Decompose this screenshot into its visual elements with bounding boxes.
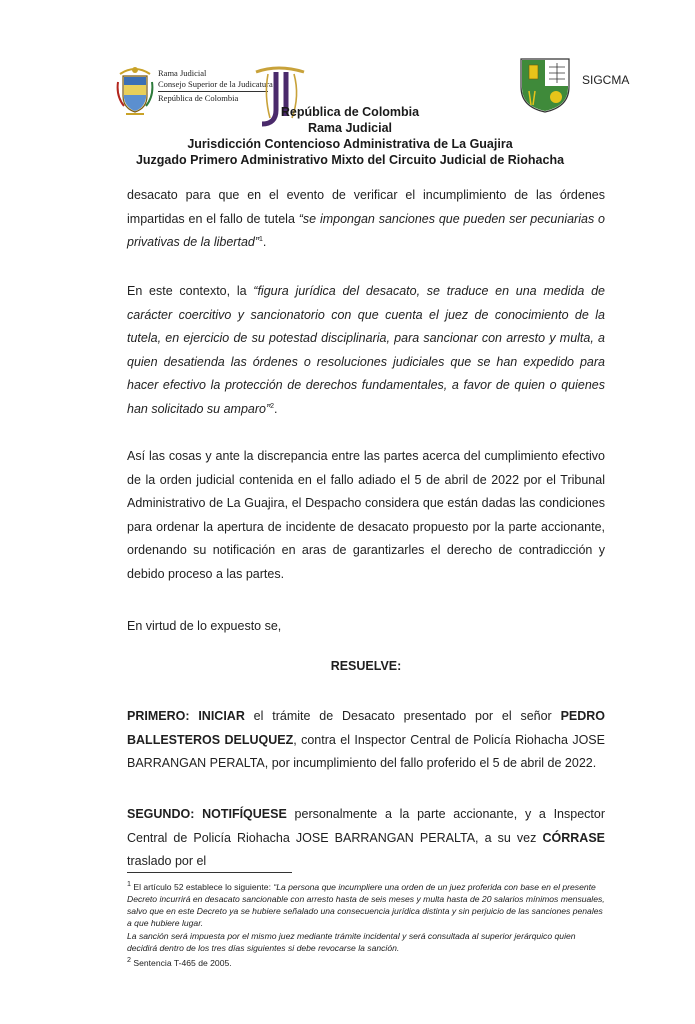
paragraph-segundo xyxy=(127,803,605,874)
primero-text-a: el trámite de Desacato presentado por el señor xyxy=(244,709,561,723)
paragraph-primero xyxy=(127,705,605,776)
sigcma-label: SIGCMA xyxy=(582,73,630,87)
header-rama-judicial: Rama Judicial xyxy=(307,121,393,135)
accionante-name: PEDRO BALLESTEROS DELUQUEZ xyxy=(127,709,606,747)
p2-text: En este contexto, la xyxy=(127,284,254,298)
footnote-1-text: El artículo 52 establece lo siguiente: xyxy=(130,881,274,892)
footnote-ref-2: 2 xyxy=(270,402,275,410)
document-header xyxy=(130,104,570,168)
segundo-text-b: traslado por el xyxy=(127,854,207,868)
paragraph-discrepancia xyxy=(127,445,605,586)
segundo-label: SEGUNDO: NOTIFÍQUESE xyxy=(127,807,287,821)
logo-line-consejo: Consejo Superior de la Judicatura xyxy=(158,79,273,89)
footnote-divider xyxy=(127,872,292,873)
logo-line-republica: República de Colombia xyxy=(158,93,239,103)
footnote-2 xyxy=(127,954,605,969)
p2-quote: “figura jurídica del desacato, se traduce en una medida de carácter coercitivo y sancionatorio con que cuenta el juez de conocimiento de la tutela, en ejercicio de su potestad disciplinaria, para sancionar con arresto y multa, a quien desatienda las órdenes o resoluciones judiciales que se han expedido para hacer efectivo la protección de derechos fundamentales, a favor de quien o quienes han solicitado su amparo” xyxy=(127,284,605,416)
logo-line-rama: Rama Judicial xyxy=(158,68,207,78)
p1-end: . xyxy=(262,235,267,249)
segundo-text-a: personalmente a la parte accionante, y a Inspector Central de Policía Riohacha JOSE BARRANGAN PERALTA, a su vez xyxy=(127,807,605,845)
p3-text: Así las cosas y ante la discrepancia entre las partes acerca del cumplimiento efectivo de la orden judicial contenida en el fallo adiado el 5 de abril de 2022 por el Tribunal Administrativo de La Guajira, el Despacho considera que están dadas las condiciones para ordenar la apertura de incidente de desacato propuesto por la parte accionante, ordenando su notificación en aras de garantizarles el derecho de contradicción y debido proceso a las partes. xyxy=(127,449,605,581)
correrase-word: CÓRRASE xyxy=(542,830,605,845)
primero-text-b: , contra el Inspector Central de Policía Riohacha JOSE BARRANGAN PERALTA, por incumplimiento del fallo proferido el 5 de abril de 2022. xyxy=(127,732,605,770)
footnote-1-number: 1 xyxy=(127,880,131,888)
header-jurisdiccion: Jurisdicción Contencioso Administrativa de La Guajira xyxy=(187,137,513,151)
p1-quote: “se impongan sanciones que pueden ser pecuniarias o privativas de la libertad” xyxy=(127,211,605,249)
p4-text: En virtud de lo expuesto se, xyxy=(127,619,282,633)
footnote-2-number: 2 xyxy=(127,956,131,965)
p1-text: desacato para que en el evento de verificar el incumplimiento de las órdenes impartidas en el fallo de tutela xyxy=(127,188,605,226)
footnote-1 xyxy=(127,878,605,930)
resuelve-text: RESUELVE: xyxy=(330,659,402,673)
resuelve-heading xyxy=(127,655,605,679)
paragraph-contexto xyxy=(127,280,605,421)
primero-label: PRIMERO: INICIAR xyxy=(127,709,245,723)
paragraph-desacato xyxy=(127,184,605,255)
footnote-1-quote: “La persona que incumpliere una orden de un juez proferida con base en el presente Decreto incurrirá en desacato sancionable con arresto hasta de seis meses y multa hasta de 20 salarios mínimos mensuales, salvo que en este Decreto ya se hubiere señalado una consecuencia jurídica distinta y sin perjuicio de las sanciones penales a que hubiere lugar. xyxy=(127,881,605,929)
header-juzgado: Juzgado Primero Administrativo Mixto del Circuito Judicial de Riohacha xyxy=(135,153,565,167)
footnote-ref-1: 1 xyxy=(259,235,263,243)
p2-end: . xyxy=(274,401,278,416)
footnotes xyxy=(127,878,605,969)
footnote-2-text: Sentencia T-465 de 2005. xyxy=(130,957,232,968)
paragraph-en-virtud xyxy=(127,615,605,639)
footnote-1-continuation: La sanción será impuesta por el mismo juez mediante trámite incidental y será consultada al superior jerárquico quien decidirá dentro de los tres días siguientes si debe revocarse la sanción. xyxy=(127,930,576,953)
header-republica: República de Colombia xyxy=(280,105,420,119)
